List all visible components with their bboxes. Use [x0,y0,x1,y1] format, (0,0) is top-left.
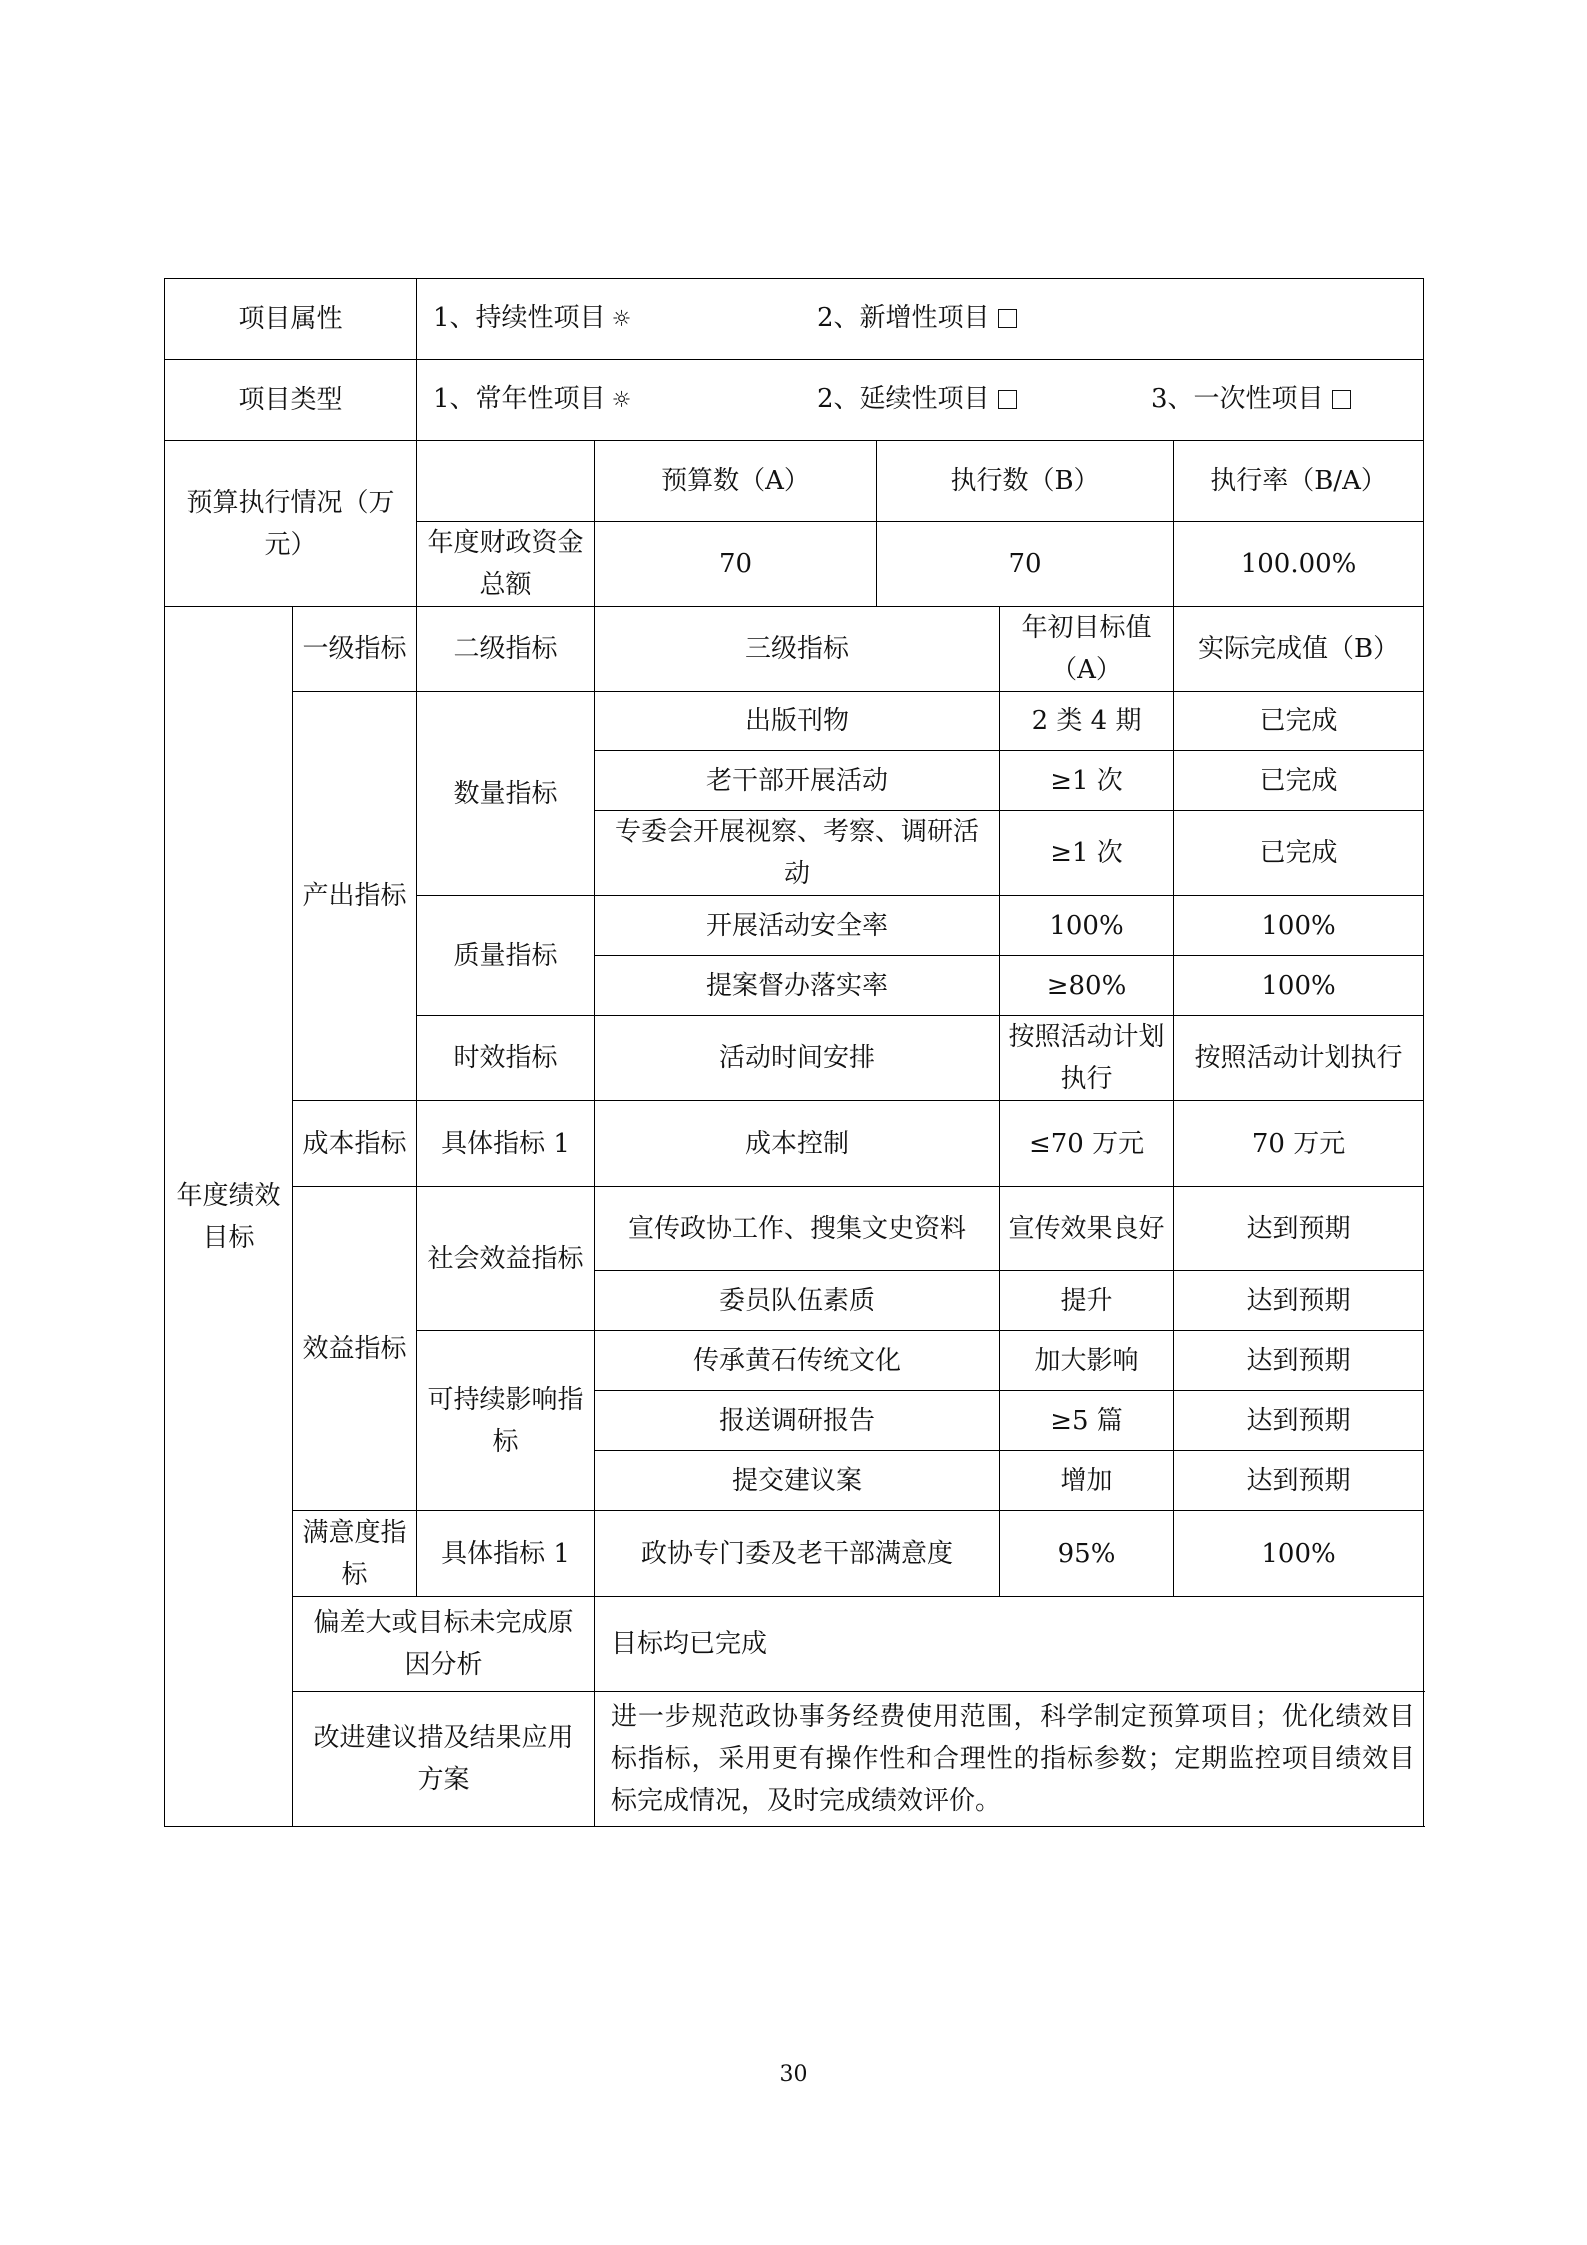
deviation-label: 偏差大或目标未完成原因分析 [293,1597,595,1692]
indicator-name: 委员队伍素质 [595,1271,1000,1331]
indicator-actual: 达到预期 [1174,1331,1424,1391]
indicator-name: 报送调研报告 [595,1391,1000,1451]
attribute-option-continuing [433,297,817,341]
budget-value-b: 70 [877,522,1174,607]
indicator-target: 加大影响 [1000,1331,1174,1391]
indicator-actual: 已完成 [1174,692,1424,751]
header-level3: 三级指标 [595,607,1000,692]
checkbox-icon [998,390,1017,409]
budget-value-rate: 100.00% [1174,522,1424,607]
quantity-label: 数量指标 [417,692,595,896]
indicator-actual: 已完成 [1174,811,1424,896]
indicator-actual: 按照活动计划执行 [1174,1016,1424,1101]
selected-mark-icon: ☼ [611,307,632,332]
indicator-target: ≥1 次 [1000,811,1174,896]
type-label: 项目类型 [165,360,417,441]
budget-header-b: 执行数（B） [877,441,1174,522]
indicator-target: 宣传效果良好 [1000,1187,1174,1271]
indicator-name: 宣传政协工作、搜集文史资料 [595,1187,1000,1271]
improvement-label: 改进建议措及结果应用方案 [293,1692,595,1827]
table-row [165,692,1424,751]
budget-header-a: 预算数（A） [595,441,877,522]
indicator-actual: 已完成 [1174,751,1424,811]
indicator-name: 提案督办落实率 [595,956,1000,1016]
indicator-target: ≤70 万元 [1000,1101,1174,1187]
sustain-label: 可持续影响指标 [417,1331,595,1511]
indicator-target: ≥5 篇 [1000,1391,1174,1451]
indicator-target: ≥80% [1000,956,1174,1016]
indicator-name: 提交建议案 [595,1451,1000,1511]
header-target: 年初目标值（A） [1000,607,1174,692]
type-options [417,360,1424,441]
budget-corner [417,441,595,522]
type-option-onetime-label: 3、一次性项目 [1151,384,1324,414]
indicator-actual: 100% [1174,896,1424,956]
page-number: 30 [779,2062,808,2087]
budget-value-a: 70 [595,522,877,607]
table-row [165,1511,1424,1597]
checkbox-icon [1332,390,1351,409]
improvement-text: 进一步规范政协事务经费使用范围，科学制定预算项目；优化绩效目标指标，采用更有操作性和合理性的指标参数；定期监控项目绩效目标完成情况，及时完成绩效评价。 [611,1702,1416,1816]
indicator-actual: 达到预期 [1174,1391,1424,1451]
indicator-name: 老干部开展活动 [595,751,1000,811]
indicator-actual: 100% [1174,1511,1424,1597]
indicator-target: 2 类 4 期 [1000,692,1174,751]
indicator-actual: 70 万元 [1174,1101,1424,1187]
indicator-name: 活动时间安排 [595,1016,1000,1101]
deviation-text: 目标均已完成 [595,1597,1424,1692]
cost-label: 成本指标 [293,1101,417,1187]
indicator-target: 提升 [1000,1271,1174,1331]
indicator-target: 增加 [1000,1451,1174,1511]
indicator-actual: 达到预期 [1174,1451,1424,1511]
indicator-name: 出版刊物 [595,692,1000,751]
type-option-extended-label: 2、延续性项目 [817,384,990,414]
indicator-target: 100% [1000,896,1174,956]
performance-table [164,278,1424,1827]
output-label: 产出指标 [293,692,417,1101]
indicator-name: 传承黄石传统文化 [595,1331,1000,1391]
indicator-actual: 达到预期 [1174,1187,1424,1271]
type-option-annual-label: 1、常年性项目 [433,384,606,414]
attribute-label: 项目属性 [165,279,417,360]
budget-label: 预算执行情况（万元） [165,441,417,607]
header-actual: 实际完成值（B） [1174,607,1424,692]
indicator-target: 95% [1000,1511,1174,1597]
cost-sub-label: 具体指标 1 [417,1101,595,1187]
attribute-option-continuing-label: 1、持续性项目 [433,303,606,333]
type-option-extended [817,378,1151,420]
table-row [165,1101,1424,1187]
header-level2: 二级指标 [417,607,595,692]
header-level1: 一级指标 [293,607,417,692]
benefit-label: 效益指标 [293,1187,417,1511]
improvement-cell [595,1692,1424,1827]
indicator-name: 开展活动安全率 [595,896,1000,956]
checkbox-icon [998,309,1017,328]
attribute-option-new-label: 2、新增性项目 [817,303,990,333]
timeliness-label: 时效指标 [417,1016,595,1101]
social-label: 社会效益指标 [417,1187,595,1331]
indicator-target: 按照活动计划执行 [1000,1016,1174,1101]
satisfaction-label: 满意度指标 [293,1511,417,1597]
attribute-option-new [817,297,1017,339]
type-option-annual [433,378,817,422]
budget-row-label: 年度财政资金总额 [417,522,595,607]
indicator-actual: 100% [1174,956,1424,1016]
indicator-name: 政协专门委及老干部满意度 [595,1511,1000,1597]
quality-label: 质量指标 [417,896,595,1016]
budget-header-rate: 执行率（B/A） [1174,441,1424,522]
indicator-name: 成本控制 [595,1101,1000,1187]
satisfaction-sub-label: 具体指标 1 [417,1511,595,1597]
indicator-actual: 达到预期 [1174,1271,1424,1331]
type-option-onetime [1151,378,1351,420]
indicator-target: ≥1 次 [1000,751,1174,811]
attribute-options [417,279,1424,360]
indicator-name: 专委会开展视察、考察、调研活动 [595,811,1000,896]
selected-mark-icon: ☼ [611,388,632,413]
table-row [165,1187,1424,1271]
goals-label: 年度绩效目标 [165,607,293,1827]
